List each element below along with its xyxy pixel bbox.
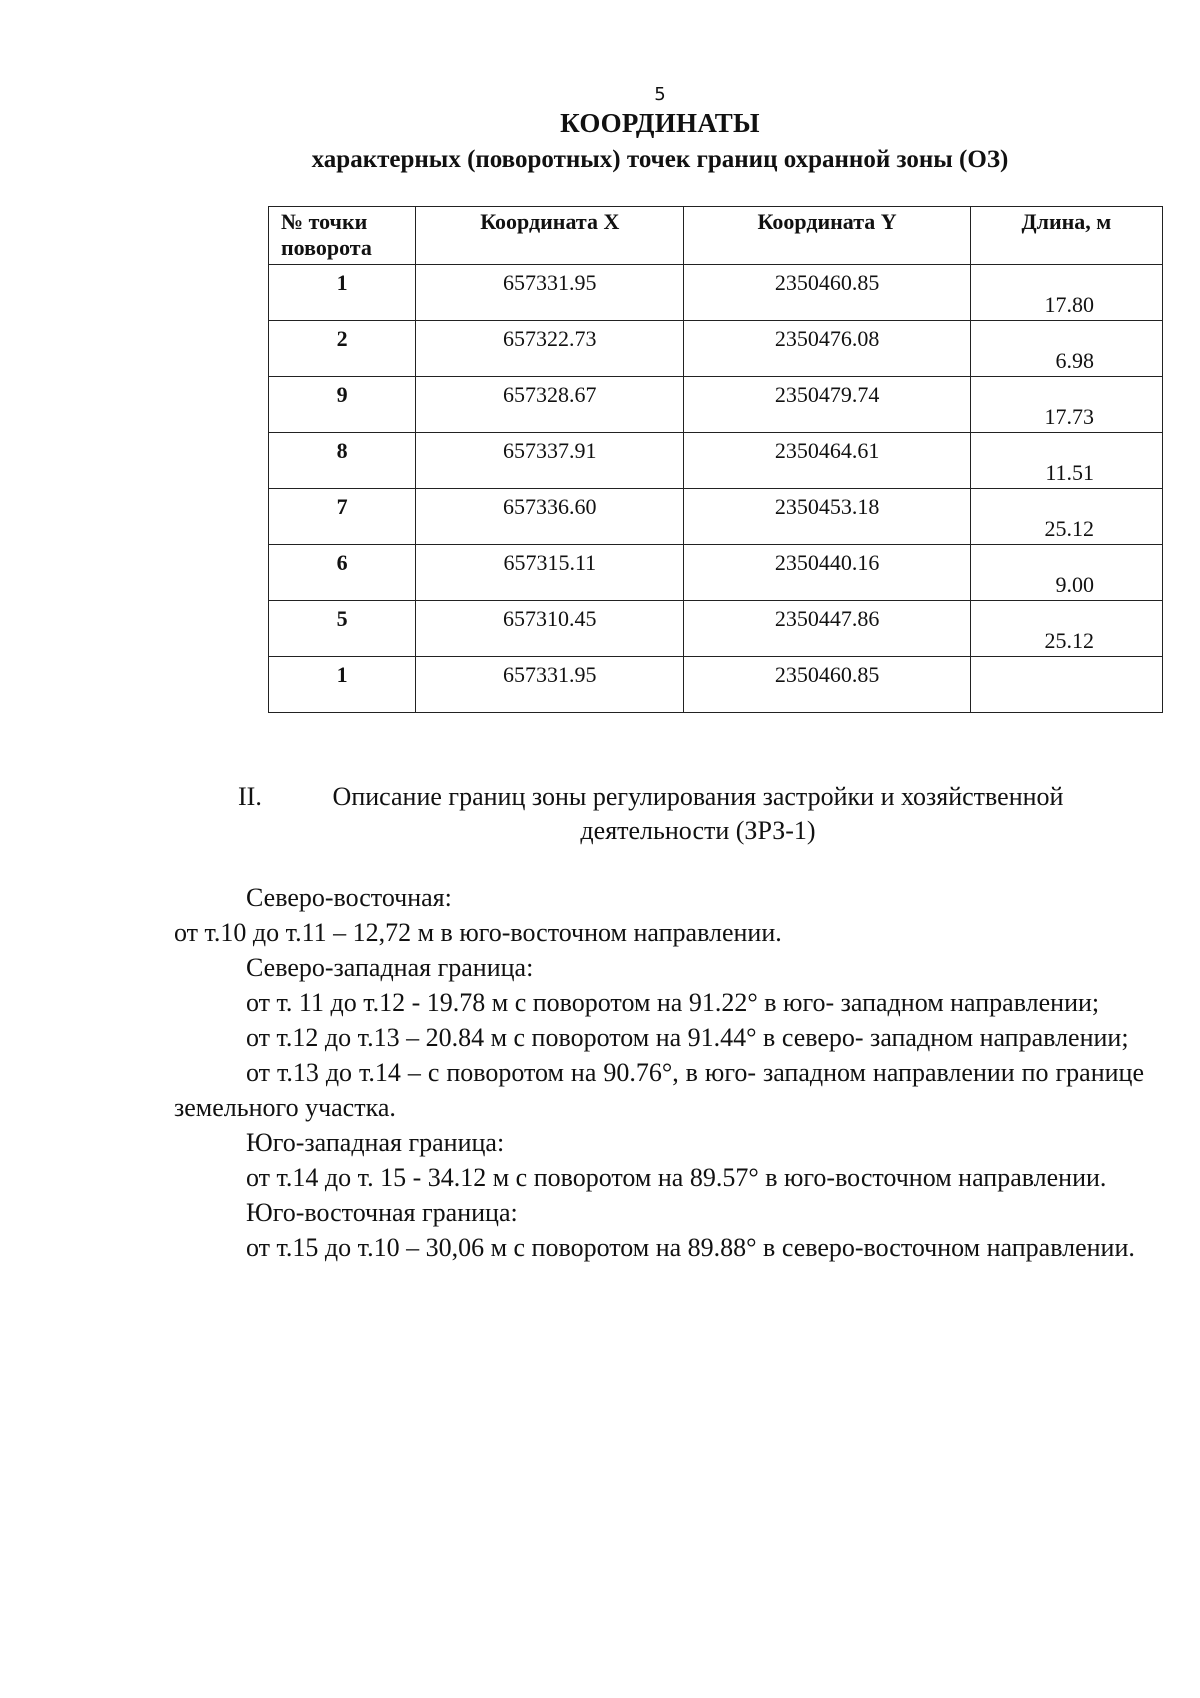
cell-x: 657315.11 bbox=[416, 545, 684, 601]
cell-y: 2350453.18 bbox=[684, 489, 970, 545]
table-row bbox=[269, 489, 1163, 545]
boundary-description: от т.14 до т. 15 - 34.12 м с поворотом на 89.57° в юго-восточном направлении. bbox=[246, 1163, 1107, 1192]
cell-y: 2350479.74 bbox=[684, 377, 970, 433]
cell-point: 5 bbox=[269, 601, 416, 657]
cell-point: 7 bbox=[269, 489, 416, 545]
cell-x: 657331.95 bbox=[416, 657, 684, 713]
page-number: 5 bbox=[654, 84, 666, 105]
header-point-line2: поворота bbox=[281, 235, 372, 260]
table-row bbox=[269, 265, 1163, 321]
table-row bbox=[269, 377, 1163, 433]
table-row bbox=[269, 433, 1163, 489]
cell-length: 25.12 bbox=[970, 601, 1162, 657]
document-title: КООРДИНАТЫ bbox=[560, 108, 760, 138]
cell-point: 1 bbox=[269, 657, 416, 713]
table-row bbox=[269, 321, 1163, 377]
cell-y: 2350460.85 bbox=[684, 657, 970, 713]
header-y: Координата Y bbox=[684, 207, 970, 265]
cell-x: 657310.45 bbox=[416, 601, 684, 657]
table-row bbox=[269, 657, 1163, 713]
cell-y: 2350476.08 bbox=[684, 321, 970, 377]
cell-length: 11.51 bbox=[970, 433, 1162, 489]
boundary-description: от т.12 до т.13 – 20.84 м с поворотом на 91.44° в северо- западном направлении; bbox=[246, 1023, 1129, 1052]
cell-point: 6 bbox=[269, 545, 416, 601]
document-subtitle: характерных (поворотных) точек границ охранной зоны (ОЗ) bbox=[311, 146, 1009, 173]
boundary-description: от т.15 до т.10 – 30,06 м с поворотом на 89.88° в северо-восточном направлении. bbox=[246, 1233, 1135, 1262]
cell-x: 657337.91 bbox=[416, 433, 684, 489]
table-row bbox=[269, 545, 1163, 601]
boundary-description: от т. 11 до т.12 - 19.78 м с поворотом на 91.22° в юго- западном направлении; bbox=[246, 988, 1100, 1017]
cell-x: 657328.67 bbox=[416, 377, 684, 433]
boundary-description: от т.13 до т.14 – с поворотом на 90.76°, в юго- западном направлении по границе земельного участка. bbox=[174, 1058, 1144, 1122]
header-x: Координата X bbox=[416, 207, 684, 265]
header-point-line1: № точки bbox=[281, 209, 368, 234]
boundary-description: от т.10 до т.11 – 12,72 м в юго-восточном направлении. bbox=[174, 918, 782, 947]
boundary-heading-northeast: Северо-восточная: bbox=[246, 883, 452, 912]
cell-y: 2350464.61 bbox=[684, 433, 970, 489]
section-heading bbox=[238, 780, 1098, 848]
coordinates-table bbox=[268, 206, 1163, 713]
cell-x: 657336.60 bbox=[416, 489, 684, 545]
cell-length: 17.80 bbox=[970, 265, 1162, 321]
section-heading-line1: Описание границ зоны регулирования застройки и хозяйственной bbox=[332, 782, 1064, 811]
section-body bbox=[174, 880, 1144, 1265]
header-point bbox=[269, 207, 416, 265]
cell-x: 657322.73 bbox=[416, 321, 684, 377]
cell-point: 9 bbox=[269, 377, 416, 433]
boundary-heading-southeast: Юго-восточная граница: bbox=[246, 1198, 518, 1227]
cell-y: 2350440.16 bbox=[684, 545, 970, 601]
boundary-heading-southwest: Юго-западная граница: bbox=[246, 1128, 505, 1157]
cell-y: 2350460.85 bbox=[684, 265, 970, 321]
header-length: Длина, м bbox=[970, 207, 1162, 265]
cell-point: 2 bbox=[269, 321, 416, 377]
cell-length bbox=[970, 657, 1162, 713]
cell-y: 2350447.86 bbox=[684, 601, 970, 657]
boundary-heading-northwest: Северо-западная граница: bbox=[246, 953, 534, 982]
table-row bbox=[269, 601, 1163, 657]
cell-point: 1 bbox=[269, 265, 416, 321]
cell-length: 9.00 bbox=[970, 545, 1162, 601]
section-number: II. bbox=[238, 782, 262, 811]
cell-length: 6.98 bbox=[970, 321, 1162, 377]
cell-length: 25.12 bbox=[970, 489, 1162, 545]
cell-length: 17.73 bbox=[970, 377, 1162, 433]
cell-point: 8 bbox=[269, 433, 416, 489]
cell-x: 657331.95 bbox=[416, 265, 684, 321]
table-header-row bbox=[269, 207, 1163, 265]
section-heading-line2: деятельности (ЗРЗ-1) bbox=[580, 816, 816, 845]
